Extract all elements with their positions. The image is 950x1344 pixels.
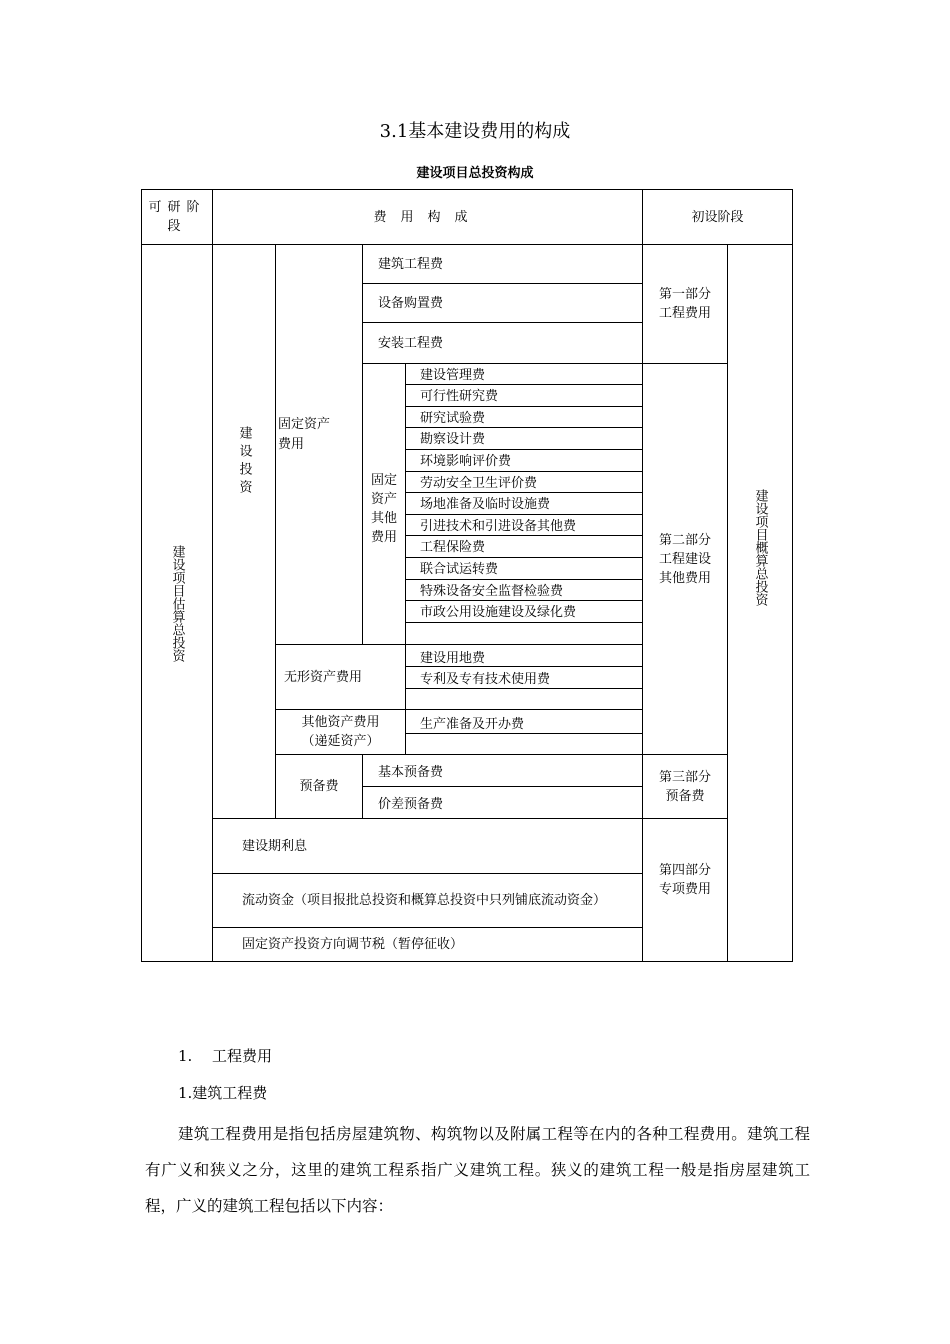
part-two: 第二部分 工程建设 其他费用 bbox=[658, 532, 711, 586]
part-one: 第一部分 工程费用 bbox=[658, 287, 711, 321]
fixed-asset-other-cost: 固定资产其他费用 bbox=[370, 473, 397, 545]
other-item: 可行性研究费 bbox=[420, 389, 499, 404]
part-three: 第三部分 预备费 bbox=[658, 769, 711, 804]
other-item: 环境影响评价费 bbox=[420, 454, 512, 469]
other-item: 工程保险费 bbox=[420, 540, 486, 555]
other-item: 建设管理费 bbox=[420, 368, 486, 383]
installation-cost: 安装工程费 bbox=[378, 335, 444, 351]
other-item: 特殊设备安全监督检验费 bbox=[420, 584, 564, 599]
construction-investment: 建设投资 bbox=[236, 425, 252, 498]
other-asset-item: 生产准备及开办费 bbox=[420, 717, 525, 732]
other-item: 市政公用设施建设及绿化费 bbox=[420, 605, 577, 620]
fixed-asset-cost: 固定资产费用 bbox=[278, 416, 331, 452]
header-feasibility-stage: 可研阶段 bbox=[148, 200, 206, 234]
working-capital: 流动资金（项目报批总投资和概算总投资中只列铺底流动资金） bbox=[242, 893, 607, 908]
intangible-item: 专利及专有技术使用费 bbox=[420, 672, 551, 687]
reserve-item: 价差预备费 bbox=[378, 796, 444, 812]
reserve-cost: 预备费 bbox=[299, 779, 339, 794]
estimate-total-investment: 建设项目估算总投资 bbox=[169, 544, 185, 662]
part-four: 第四部分 专项费用 bbox=[658, 863, 711, 897]
other-item: 研究试验费 bbox=[420, 411, 486, 426]
body-paragraph: 建筑工程费用是指包括房屋建筑物、构筑物以及附属工程等在内的各种工程费用。建筑工程有广义和狭义之分，这里的建筑工程系指广义建筑工程。狭义的建筑工程一般是指房屋建筑工程，广义的建筑工程包括以下内容： bbox=[145, 1125, 810, 1215]
intangible-item: 建设用地费 bbox=[420, 651, 486, 666]
header-cost-composition: 费用构成 bbox=[373, 209, 482, 225]
investment-direction-tax: 固定资产投资方向调节税（暂停征收） bbox=[242, 937, 464, 952]
other-item: 引进技术和引进设备其他费 bbox=[420, 519, 577, 534]
building-engineering-cost: 建筑工程费 bbox=[378, 256, 444, 272]
heading-number: 1. bbox=[178, 1047, 193, 1065]
other-item: 联合试运转费 bbox=[420, 562, 499, 577]
heading-engineering-cost bbox=[178, 1046, 272, 1066]
equipment-purchase-cost: 设备购置费 bbox=[378, 295, 444, 311]
other-item: 劳动安全卫生评价费 bbox=[420, 476, 538, 491]
section-title: 3.1基本建设费用的构成 bbox=[379, 121, 571, 142]
header-design-stage: 初设阶段 bbox=[691, 209, 744, 225]
heading-building-engineering-cost: 1.建筑工程费 bbox=[178, 1084, 268, 1102]
other-asset-cost: 其他资产费用 （递延资产） bbox=[301, 715, 380, 749]
construction-interest: 建设期利息 bbox=[242, 838, 308, 854]
table-title: 建设项目总投资构成 bbox=[416, 166, 534, 181]
other-item: 场地准备及临时设施费 bbox=[420, 497, 551, 512]
reserve-item: 基本预备费 bbox=[378, 764, 444, 780]
other-item: 勘察设计费 bbox=[420, 432, 486, 447]
heading-text: 工程费用 bbox=[212, 1047, 273, 1065]
investment-composition-table bbox=[140, 188, 795, 964]
budget-total-investment: 建设项目概算总投资 bbox=[752, 488, 768, 606]
intangible-asset-cost: 无形资产费用 bbox=[284, 669, 363, 685]
